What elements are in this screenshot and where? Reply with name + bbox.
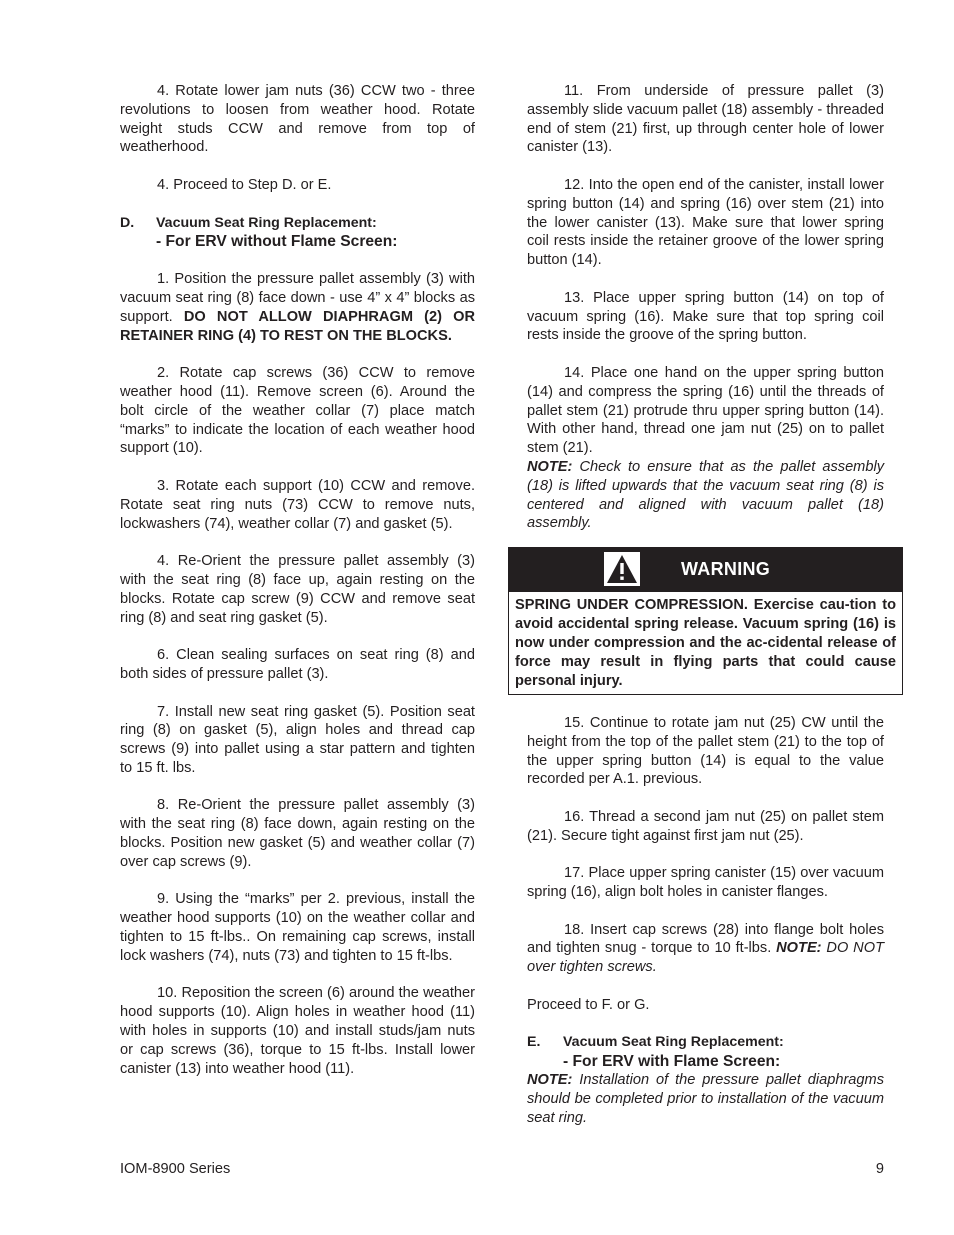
step-paragraph: 16. Thread a second jam nut (25) on pallet stem (21). Secure tight against first jam nut (25). — [527, 808, 884, 844]
warning-title: WARNING — [681, 559, 771, 580]
step-paragraph: Proceed to F. or G. — [527, 996, 650, 1013]
note-text: DO NOT over tighten screws. — [527, 940, 884, 976]
warning-text: SPRING UNDER COMPRESSION. Exercise cau-tion to avoid accidental spring release. Vacuum spring (16) is now under compression and the ac-cidental release of force may result in flying parts that could cause personal injury. — [515, 597, 896, 690]
section-heading — [527, 1033, 884, 1052]
step-paragraph — [527, 921, 884, 977]
note-label: NOTE: — [776, 940, 822, 957]
section-number: D. — [120, 214, 135, 231]
note-label: NOTE: — [527, 458, 573, 475]
section-subtitle: - For ERV with Flame Screen: — [563, 1053, 781, 1071]
section-number: E. — [527, 1034, 541, 1051]
step-paragraph: 2. Rotate cap screws (36) CCW to remove weather hood (11). Remove screen (6). Around the bolt circle of the weather collar (7) place match “marks” to indicate the location of each weather hood support (10). — [120, 365, 475, 457]
step-paragraph: 4. Proceed to Step D. or E. — [157, 176, 332, 193]
step-paragraph: 6. Clean sealing surfaces on seat ring (8) and both sides of pressure pallet (3). — [120, 647, 475, 682]
step-paragraph: 13. Place upper spring button (14) on top of vacuum spring (16). Make sure that top spring coil rests inside the groove of the spring button. — [527, 289, 884, 344]
warning-header — [509, 548, 902, 592]
caution-text: DO NOT ALLOW DIAPHRAGM (2) OR RETAINER RING (4) TO REST ON THE BLOCKS. — [120, 308, 475, 344]
section-heading — [120, 214, 475, 233]
section-subtitle: - For ERV without Flame Screen: — [156, 233, 398, 251]
footer-series: IOM-8900 Series — [120, 1161, 231, 1177]
step-paragraph: 10. Reposition the screen (6) around the weather hood supports (10). Align holes in weather hood (11) with holes in supports (10) and install studs/jam nuts or cap screws (36), torque to 15 ft-lbs. Install lower canister (13) into weather hood (11). — [120, 985, 475, 1077]
step-paragraph: 15. Continue to rotate jam nut (25) CW until the height from the top of the pallet stem (21) to the top of the upper spring button (14) is equal to the value recorded per A.1. previous. — [527, 714, 884, 788]
step-paragraph: 14. Place one hand on the upper spring button (14) and compress the spring (16) until the threads of pallet stem (21) protrude thru upper spring button (14). With other hand, thread one jam nut (25) on to pallet stem (21). — [527, 364, 884, 457]
note-text: Installation of the pressure pallet diaphragms should be completed prior to installation of the vacuum seat ring. — [527, 1072, 884, 1126]
note-text: Check to ensure that as the pallet assembly (18) is lifted upwards that the vacuum seat ring (8) is centered and aligned with vacuum pallet (18) assembly. — [527, 458, 884, 532]
left-column — [120, 82, 475, 1097]
step-paragraph: 3. Rotate each support (10) CCW and remove. Rotate seat ring nuts (73) CCW to remove nuts, lockwashers (74), weather collar (7) and gasket (5). — [120, 477, 475, 532]
step-paragraph — [120, 270, 475, 345]
section-title: Vacuum Seat Ring Replacement: — [563, 1034, 784, 1051]
right-column — [515, 82, 896, 1146]
step-text: 18. Insert cap screws (28) into flange bolt holes and tighten snug - torque to 10 ft-lbs. — [527, 921, 884, 957]
step-paragraph: 4. Re-Orient the pressure pallet assembly (3) with the seat ring (8) face up, again resting on the blocks. Rotate cap screw (9) CCW and remove seat ring (8) and seat ring gasket (5). — [120, 553, 475, 626]
step-text: 1. Position the pressure pallet assembly (3) with vacuum seat ring (8) face down - use 4” x 4” blocks as support. — [120, 271, 475, 325]
step-paragraph: 12. Into the open end of the canister, install lower spring button (14) and spring (16) over stem (21) into the lower canister (13). Make sure that lower spring coil rests inside the retainer groove of the lower spring button (14). — [527, 176, 884, 269]
warning-triangle-icon — [604, 552, 640, 586]
warning-box — [508, 547, 903, 695]
step-paragraph: 8. Re-Orient the pressure pallet assembly (3) with the seat ring (8) face down, again resting on the blocks. Position new gasket (5) and weather collar (7) over cap screws (9). — [120, 797, 475, 870]
note-paragraph — [527, 458, 884, 533]
step-paragraph: 7. Install new seat ring gasket (5). Position seat ring (8) on gasket (5), align holes and thread cap screws (9) into pallet using a star pattern and tighten to 15 ft. lbs. — [120, 703, 475, 776]
note-label: NOTE: — [527, 1072, 573, 1089]
step-paragraph: 9. Using the “marks” per 2. previous, install the weather hood supports (10) on the weather collar and tighten to 15 ft-lbs.. On remaining cap screws, install lock washers (74), nuts (73) and tighten to 15 ft-lbs. — [120, 891, 475, 964]
page-number: 9 — [875, 1161, 884, 1177]
step-paragraph: 4. Rotate lower jam nuts (36) CCW two - three revolutions to loosen from weather hood. Rotate weight studs CCW and remove from top of weatherhood. — [120, 83, 475, 156]
step-paragraph: 11. From underside of pressure pallet (3) assembly slide vacuum pallet (18) assembly - threaded end of stem (21) first, up through center hole of lower canister (13). — [527, 83, 884, 156]
step-paragraph: 17. Place upper spring canister (15) over vacuum spring (16), align bolt holes in canister flanges. — [527, 865, 884, 901]
note-paragraph — [527, 1071, 884, 1127]
section-title: Vacuum Seat Ring Replacement: — [156, 214, 377, 231]
